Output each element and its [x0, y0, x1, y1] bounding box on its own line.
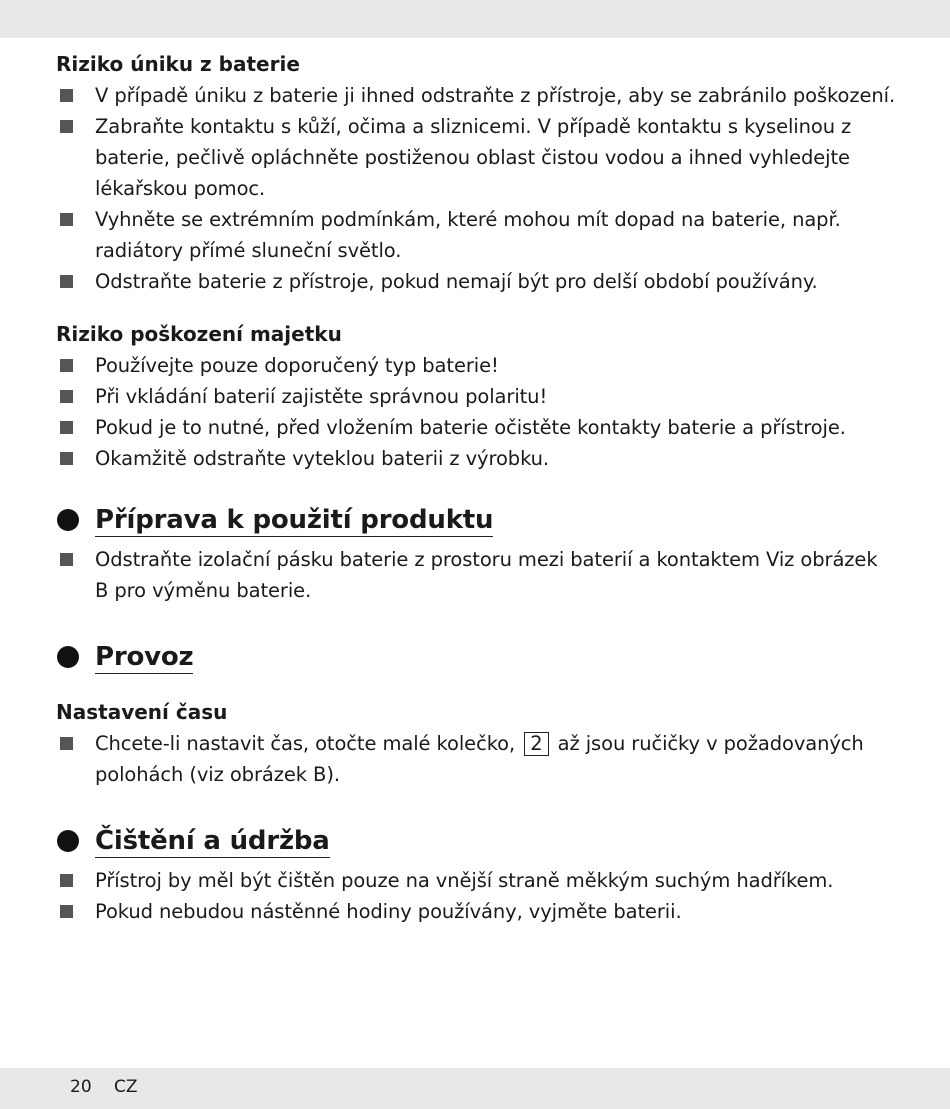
- section-title: Čištění a údržba: [95, 825, 330, 856]
- square-bullet-icon: [60, 905, 73, 918]
- square-bullet-icon: [60, 390, 73, 403]
- section-dot-icon: [57, 509, 79, 531]
- header-band: [0, 0, 950, 38]
- page-number: 20: [70, 1077, 92, 1097]
- cleaning-section-heading: [56, 817, 896, 865]
- list-item: Vyhněte se extrémním podmínkám, které mohou mít dopad na baterie, např. radiátory přímé sluneční světlo.: [56, 204, 896, 266]
- list-item: Pokud je to nutné, před vložením baterie očistěte kontakty baterie a přístroje.: [56, 412, 896, 443]
- battery-leak-list: [56, 80, 896, 297]
- square-bullet-icon: [60, 874, 73, 887]
- square-bullet-icon: [60, 737, 73, 750]
- square-bullet-icon: [60, 421, 73, 434]
- list-item: Odstraňte izolační pásku baterie z prostoru mezi baterií a kontaktem Viz obrázek B pro výměnu baterie.: [56, 544, 896, 606]
- list-item: Zabraňte kontaktu s kůží, očima a sliznicemi. V případě kontaktu s kyselinou z baterie, pečlivě opláchněte postiženou oblast čistou vodou a ihned vyhledejte lékařskou pomoc.: [56, 111, 896, 204]
- preparation-list: [56, 544, 896, 606]
- list-item: Chcete-li nastavit čas, otočte malé kolečko, 2 až jsou ručičky v požadovaných polohách (viz obrázek B).: [56, 728, 896, 790]
- square-bullet-icon: [60, 359, 73, 372]
- property-damage-list: [56, 350, 896, 474]
- list-item: Okamžitě odstraňte vyteklou baterii z výrobku.: [56, 443, 896, 474]
- time-setting-heading: Nastavení času: [56, 700, 228, 724]
- section-title: Příprava k použití produktu: [95, 504, 494, 535]
- section-title: Provoz: [95, 641, 194, 672]
- section-dot-icon: [57, 646, 79, 668]
- battery-leak-heading: Riziko úniku z baterie: [56, 52, 300, 76]
- square-bullet-icon: [60, 275, 73, 288]
- square-bullet-icon: [60, 120, 73, 133]
- preparation-section-heading: [56, 496, 896, 544]
- section-dot-icon: [57, 830, 79, 852]
- list-item: Odstraňte baterie z přístroje, pokud nemají být pro delší období používány.: [56, 266, 896, 297]
- square-bullet-icon: [60, 553, 73, 566]
- cleaning-list: [56, 865, 896, 927]
- square-bullet-icon: [60, 89, 73, 102]
- operation-list: [56, 728, 896, 790]
- figure-reference-box: 2: [524, 732, 548, 756]
- square-bullet-icon: [60, 213, 73, 226]
- operation-section-heading: [56, 633, 896, 681]
- square-bullet-icon: [60, 452, 73, 465]
- list-item: Přístroj by měl být čištěn pouze na vnější straně měkkým suchým hadříkem.: [56, 865, 896, 896]
- footer-band: [0, 1068, 950, 1109]
- list-item: V případě úniku z baterie ji ihned odstraňte z přístroje, aby se zabránilo poškození.: [56, 80, 896, 111]
- document-content: [56, 49, 896, 927]
- language-code: CZ: [114, 1077, 138, 1097]
- list-item: Používejte pouze doporučený typ baterie!: [56, 350, 896, 381]
- property-damage-heading: Riziko poškození majetku: [56, 322, 342, 346]
- list-item: Při vkládání baterií zajistěte správnou polaritu!: [56, 381, 896, 412]
- list-item: Pokud nebudou nástěnné hodiny používány, vyjměte baterii.: [56, 896, 896, 927]
